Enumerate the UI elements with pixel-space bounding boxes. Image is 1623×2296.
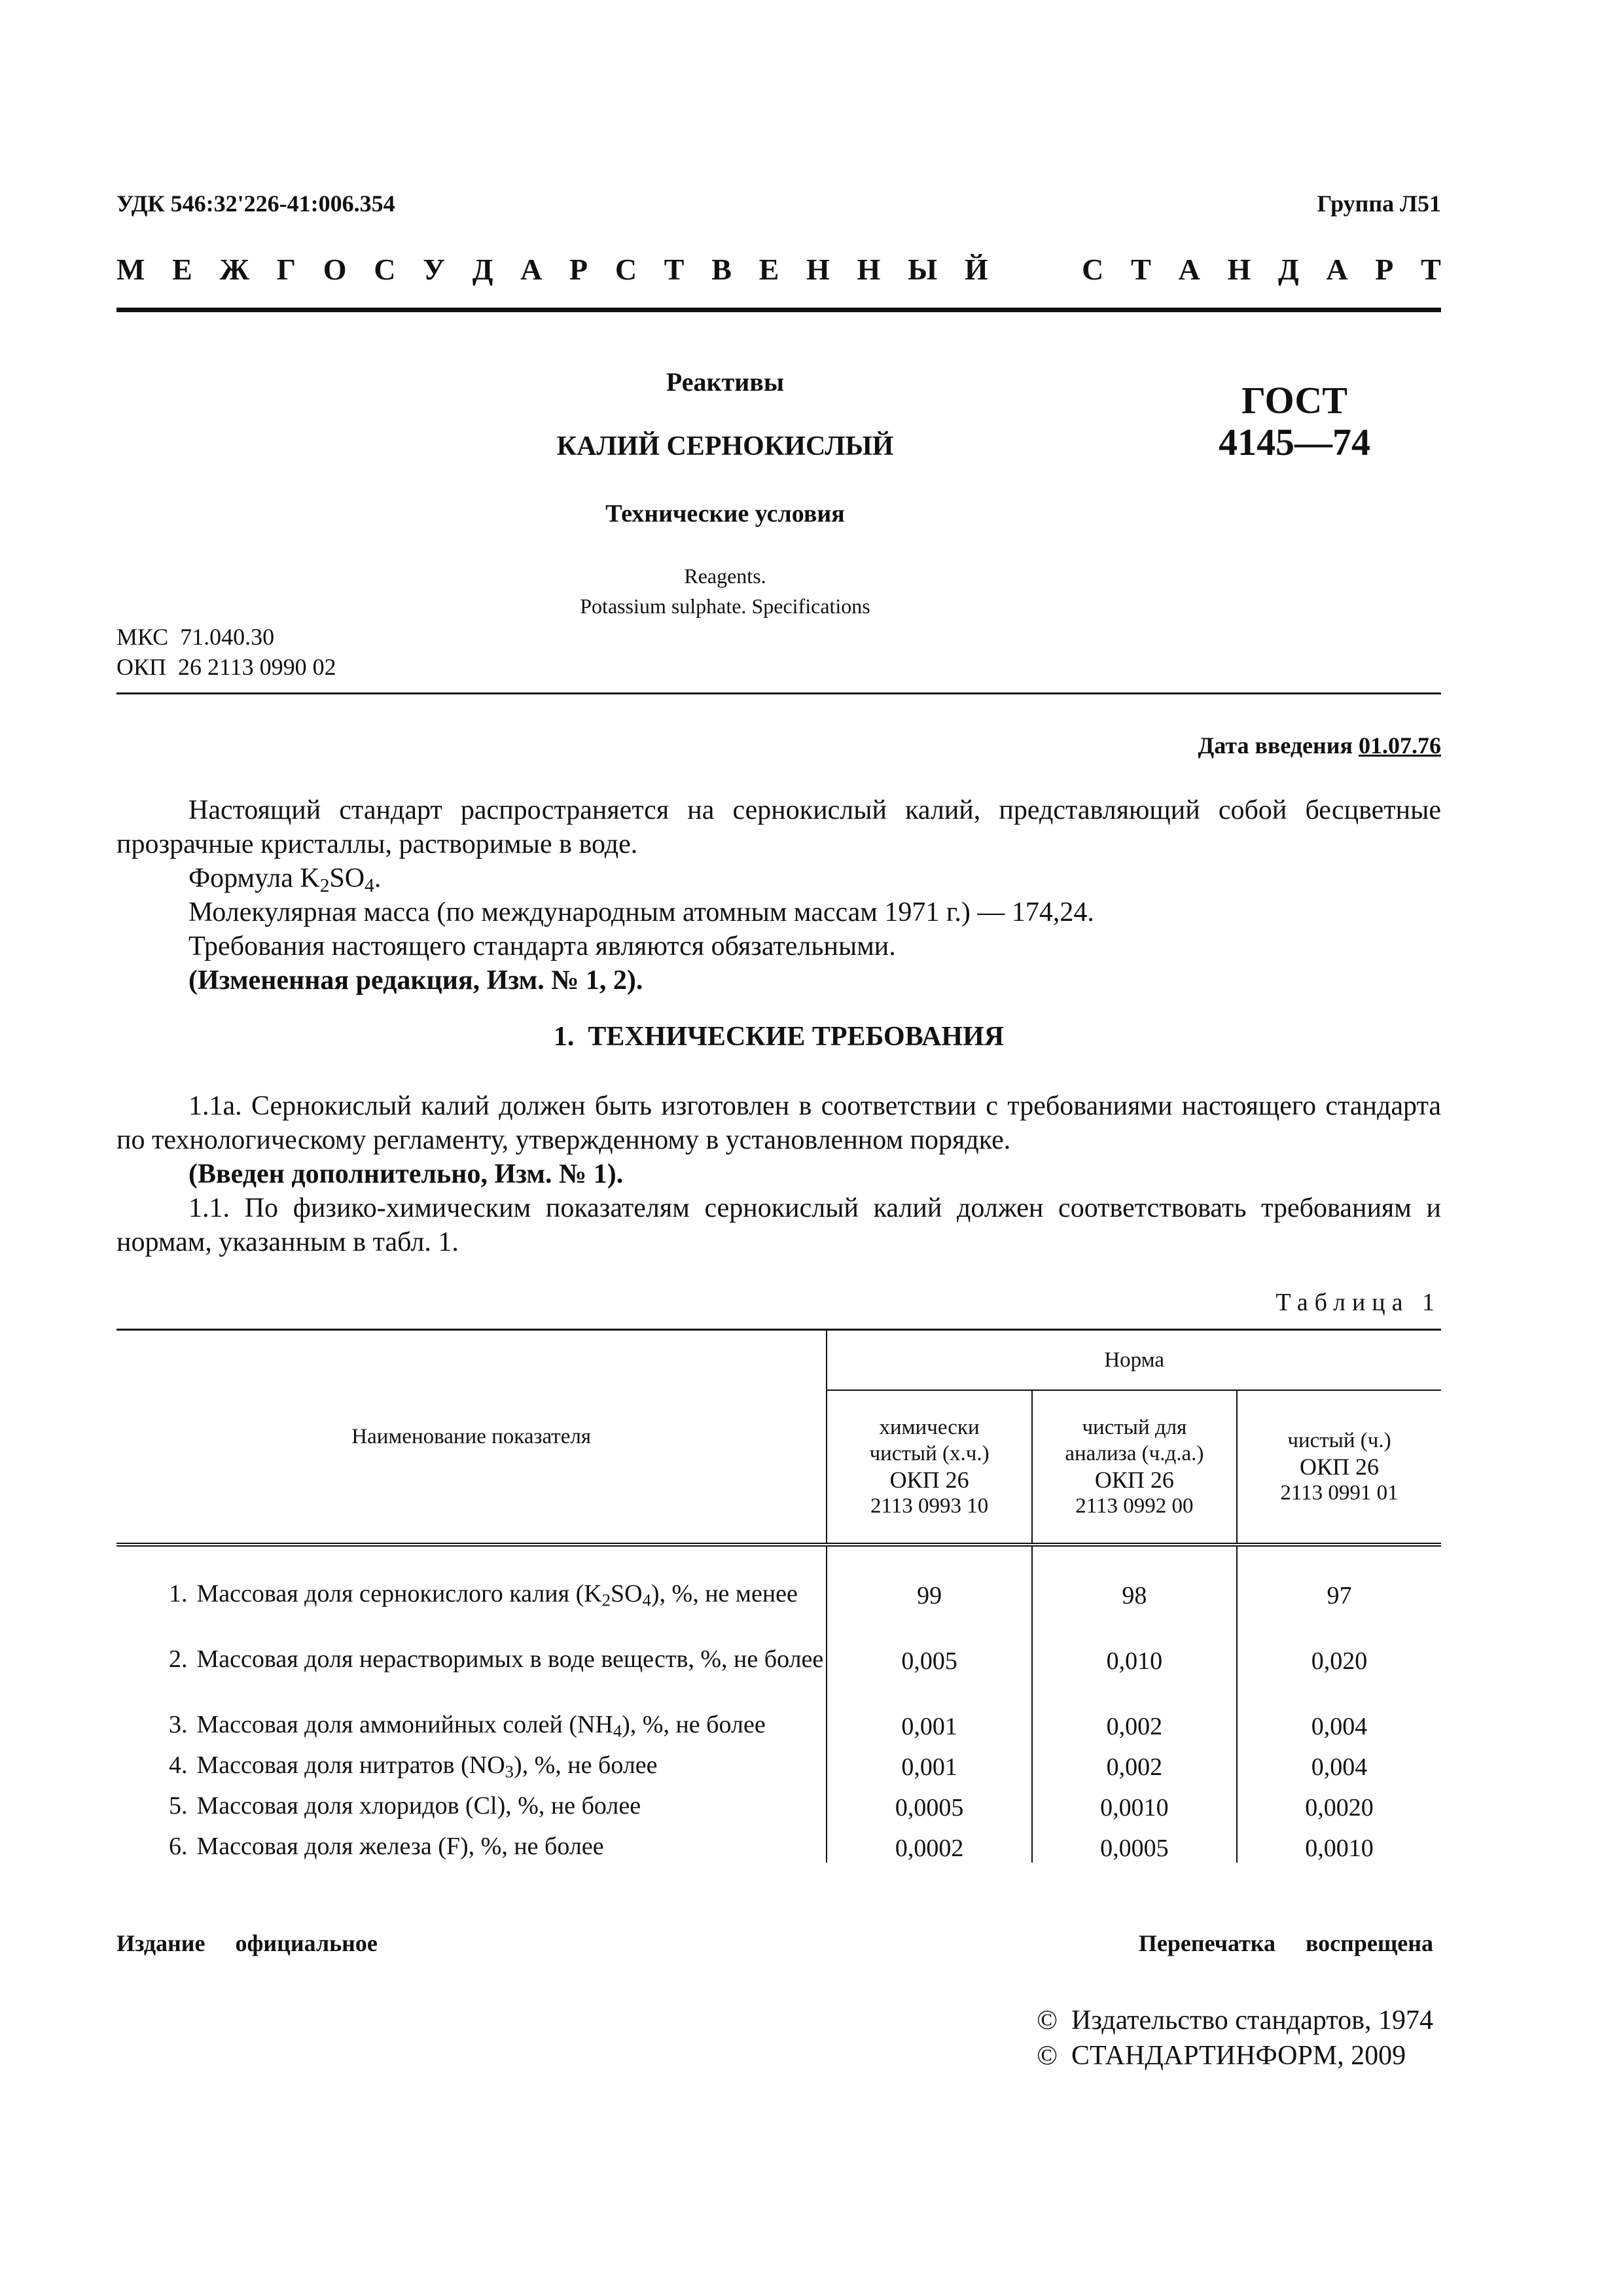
table-row: [116, 1610, 1441, 1676]
doc-title: КАЛИЙ СЕРНОКИСЛЫЙ: [556, 431, 894, 461]
effective-date-label: Дата введения: [1198, 732, 1353, 759]
grade-header-hch: [827, 1390, 1032, 1545]
formula-text: SO: [329, 863, 365, 893]
indicator-name: [116, 1741, 827, 1782]
formula-text: .: [374, 863, 382, 893]
heading-letter: Т: [1421, 253, 1441, 286]
norm-value: 0,001: [827, 1741, 1032, 1782]
heading-letter: Т: [664, 253, 685, 286]
heading-letter: А: [1178, 253, 1200, 286]
grade-line: 2113 0993 10: [870, 1494, 989, 1518]
indicator-sub: 4: [613, 1721, 622, 1741]
heading-letter: Н: [1227, 253, 1251, 286]
indicator-text: Массовая доля нерастворимых в воде веществ, %, не более: [196, 1645, 824, 1673]
grade-line: чистый (х.ч.): [869, 1442, 990, 1465]
grade-header-ch: [1237, 1390, 1441, 1545]
indicator-indent: [116, 1833, 169, 1860]
indicator-text: Массовая доля сернокислого калия (K: [196, 1580, 602, 1607]
norm-value: 0,002: [1032, 1741, 1237, 1782]
heading-letter: Р: [569, 253, 588, 286]
okp-code: ОКП 26 2113 0990 02: [116, 654, 336, 680]
indicator-name: [116, 1822, 827, 1863]
column-header-norm: Норма: [827, 1330, 1441, 1391]
indicator-indent: [116, 1792, 169, 1820]
table-row: [116, 1545, 1441, 1610]
indicator-number: 5.: [169, 1792, 188, 1820]
grade-line: химически: [879, 1416, 980, 1439]
indicator-name: [116, 1782, 827, 1822]
heading-letter: Т: [1131, 253, 1151, 286]
grade-line: ОКП 26: [889, 1467, 969, 1493]
indicator-text: Массовая доля аммонийных солей (NH: [196, 1711, 613, 1738]
grade-line: ОКП 26: [1094, 1467, 1174, 1493]
formula-sub: 2: [319, 875, 330, 897]
english-title-line2: Potassium sulphate. Specifications: [580, 594, 870, 618]
heading-letter: М: [116, 253, 145, 286]
norm-value: 0,002: [1032, 1676, 1237, 1741]
spec-table-body: [116, 1545, 1441, 1863]
grade-line: анализа (ч.д.а.): [1065, 1442, 1204, 1465]
copyright-2009: © СТАНДАРТИНФОРМ, 2009: [1037, 2041, 1406, 2071]
gost-label: ГОСТ: [1241, 379, 1347, 422]
heading-letter: С: [615, 253, 637, 286]
indicator-text: ), %, не более: [513, 1751, 658, 1779]
indicator-name: [116, 1545, 827, 1610]
indicator-indent: [116, 1645, 169, 1673]
indicator-text: Массовая доля железа (F), %, не более: [196, 1833, 604, 1860]
formula-line: [116, 861, 1441, 895]
heading-letter: Г: [276, 253, 296, 286]
classification-codes: [116, 622, 336, 682]
heading-letter: Н: [806, 253, 830, 286]
clause-1-1a-note: (Введен дополнительно, Изм. № 1).: [188, 1159, 624, 1189]
table-row: [116, 1782, 1441, 1822]
grade-line: 2113 0991 01: [1280, 1481, 1399, 1505]
table-row: [116, 1676, 1441, 1741]
section-title: 1. ТЕХНИЧЕСКИЕ ТРЕБОВАНИЯ: [553, 1022, 1005, 1052]
grade-header-chda: [1032, 1390, 1237, 1545]
grade-line: 2113 0992 00: [1075, 1494, 1194, 1518]
heading-letter: О: [323, 253, 347, 286]
mandatory-note: Требования настоящего стандарта являются обязательными.: [188, 931, 896, 961]
indicator-text: Массовая доля нитратов (NO: [196, 1751, 505, 1779]
indicator-number: 2.: [169, 1645, 188, 1673]
indicator-sub: 2: [601, 1590, 611, 1610]
indicator-indent: [116, 1711, 169, 1738]
norm-value: 0,0002: [827, 1822, 1032, 1863]
intro-block: [116, 793, 1441, 997]
indicator-name: [116, 1610, 827, 1676]
heading-letter: Й: [964, 253, 988, 286]
heading-letter: В: [711, 253, 732, 286]
molecular-mass: Молекулярная масса (по международным атомным массам 1971 г.) — 174,24.: [188, 897, 1094, 927]
doc-subtitle: Технические условия: [605, 500, 845, 528]
heading-letter: Р: [1375, 253, 1394, 286]
norm-value: 0,0020: [1237, 1782, 1441, 1822]
grade-line: чистый (ч.): [1287, 1429, 1391, 1452]
effective-date-value: 01.07.76: [1359, 732, 1441, 759]
norm-value: 0,005: [827, 1610, 1032, 1676]
heading-letter: С: [1082, 253, 1104, 286]
amendment-note: (Измененная редакция, Изм. № 1, 2).: [188, 965, 643, 996]
mks-code: МКС 71.040.30: [116, 624, 275, 650]
clause-1-1a: 1.1а. Сернокислый калий должен быть изготовлен в соответствии с требованиями настоящего стандарта по технологическому регламенту, утвержденному в установленном порядке.: [116, 1091, 1441, 1155]
indicator-text: Массовая доля хлоридов (Cl), %, не более: [196, 1792, 641, 1820]
heading-letter: Ы: [908, 253, 938, 286]
norm-value: 0,0005: [1032, 1822, 1237, 1863]
effective-date: [1198, 732, 1442, 759]
heading-letter: Е: [758, 253, 779, 286]
indicator-sub: 4: [642, 1590, 651, 1610]
grade-line: чистый для: [1082, 1416, 1187, 1439]
english-title-line1: Reagents.: [684, 564, 766, 588]
gost-code: 4145—74: [1219, 421, 1370, 463]
indicator-sub: 3: [505, 1761, 514, 1782]
norm-value: 98: [1032, 1545, 1237, 1610]
header-rule: [116, 308, 1441, 312]
formula-sub: 4: [365, 875, 374, 897]
norm-value: 99: [827, 1545, 1032, 1610]
clause-1-1: 1.1. По физико-химическим показателям сернокислый калий должен соответствовать требованиям и нормам, указанным в табл. 1.: [116, 1193, 1441, 1257]
grade-line: ОКП 26: [1299, 1454, 1379, 1480]
udk-code: УДК 546:32'226-41:006.354: [116, 190, 395, 217]
indicator-number: 3.: [169, 1711, 188, 1738]
indicator-text: ), %, не менее: [651, 1580, 798, 1607]
norm-value: 0,004: [1237, 1741, 1441, 1782]
document-page: [116, 0, 1441, 2296]
norm-value: 0,004: [1237, 1676, 1441, 1741]
heading-gap: [1015, 252, 1054, 287]
formula-text: Формула K: [188, 863, 320, 893]
heading-letter: Н: [857, 253, 881, 286]
group-code: Группа Л51: [1317, 190, 1441, 217]
copyright-block: [1037, 2003, 1433, 2073]
heading-letter: Д: [1277, 253, 1299, 286]
indicator-number: 6.: [169, 1833, 188, 1860]
indicator-indent: [116, 1580, 169, 1607]
norm-value: 0,0010: [1237, 1822, 1441, 1863]
indicator-number: 4.: [169, 1751, 188, 1779]
norm-value: 0,0005: [827, 1782, 1032, 1822]
norm-value: 97: [1237, 1545, 1441, 1610]
heading-letter: Е: [172, 253, 192, 286]
heading-letter: У: [423, 253, 445, 286]
table-row: [116, 1741, 1441, 1782]
heading-letter: Ж: [219, 253, 250, 286]
codes-rule: [116, 692, 1441, 694]
heading-letter: А: [1326, 253, 1348, 286]
indicator-name: [116, 1676, 827, 1741]
doc-category: Реактивы: [666, 367, 785, 397]
table-row: [116, 1822, 1441, 1863]
indicator-text: ), %, не более: [622, 1711, 766, 1738]
section-body: [116, 1089, 1441, 1259]
norm-value: 0,010: [1032, 1610, 1237, 1676]
indicator-indent: [116, 1751, 169, 1779]
heading-letter: А: [520, 253, 543, 286]
norm-value: 0,020: [1237, 1610, 1441, 1676]
interstate-standard-heading: [116, 252, 1441, 287]
table-label: Таблица 1: [1275, 1289, 1441, 1316]
gost-number: [1196, 380, 1393, 463]
indicator-number: 1.: [169, 1580, 188, 1607]
heading-letter: С: [374, 253, 396, 286]
column-header-name: Наименование показателя: [351, 1425, 592, 1448]
official-edition: Издание официальное: [116, 1930, 378, 1956]
indicator-text: SO: [611, 1580, 643, 1607]
intro-paragraph: Настоящий стандарт распространяется на сернокислый калий, представляющий собой бесцветные прозрачные кристаллы, растворимые в воде.: [116, 795, 1441, 859]
spec-table: [116, 1329, 1441, 1863]
reprint-prohibited: Перепечатка воспрещена: [1138, 1930, 1433, 1956]
norm-value: 0,001: [827, 1676, 1032, 1741]
copyright-1974: © Издательство стандартов, 1974: [1037, 2005, 1433, 2036]
heading-letter: Д: [472, 253, 493, 286]
norm-value: 0,0010: [1032, 1782, 1237, 1822]
